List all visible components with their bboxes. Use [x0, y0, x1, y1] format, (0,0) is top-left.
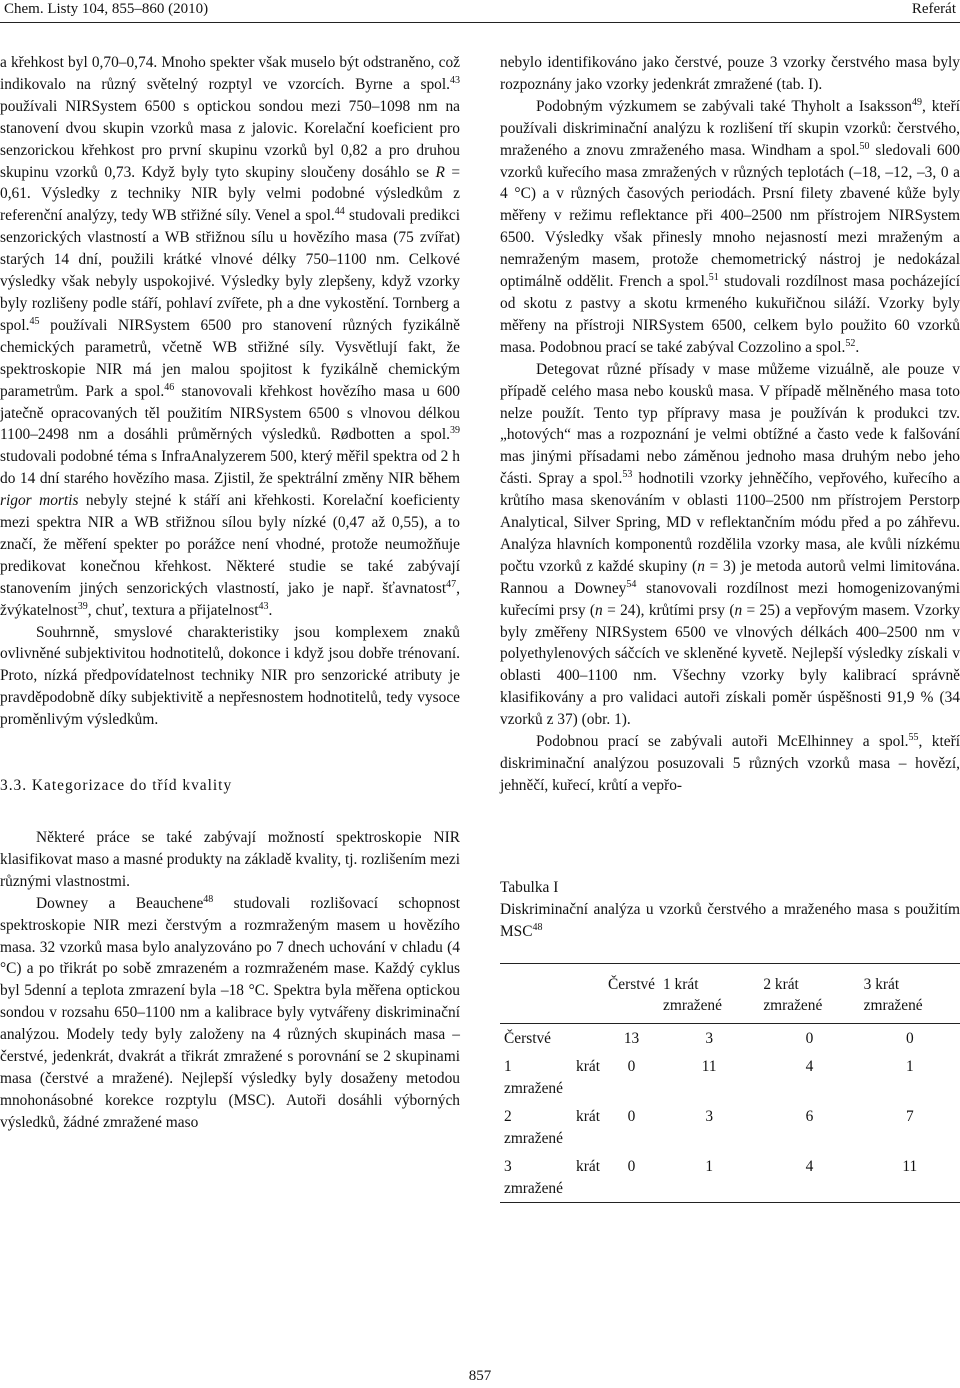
table-row	[500, 1152, 960, 1202]
reference-39b: 39	[77, 600, 88, 612]
table-header-cell	[500, 963, 604, 1024]
table-header-row	[500, 963, 960, 1024]
reference-47: 47	[446, 578, 457, 590]
table-cell: 4	[805, 1157, 814, 1175]
rigor-mortis-term: rigor mortis	[0, 492, 79, 510]
table-cell: 6	[805, 1108, 814, 1126]
table-cell: 0	[627, 1058, 636, 1076]
table-cell: 3	[705, 1030, 714, 1048]
reference-49: 49	[911, 96, 922, 108]
reference-43b: 43	[258, 600, 269, 612]
row-label: 3 krát zmražené	[504, 1157, 600, 1197]
table-caption	[500, 877, 960, 943]
table-cell: 0	[627, 1157, 636, 1175]
section-type: Referát	[911, 1, 956, 17]
row-label: Čerstvé	[504, 1030, 552, 1048]
reference-46: 46	[164, 381, 175, 393]
table-cell: 0	[905, 1030, 914, 1048]
table-cell: 1	[905, 1058, 914, 1076]
section-heading: 3.3. Kategorizace do tříd kvality	[0, 777, 233, 795]
right-column	[500, 52, 960, 1203]
paragraph: Některé práce se také zabývají možností spektroskopie NIR klasifikovat maso a masné produkty na základě kvality, tj. rozlišením mezi různými vlastnostmi.	[0, 829, 460, 890]
table-cell: 0	[805, 1030, 814, 1048]
reference-51: 51	[708, 272, 719, 284]
table-header-cell: 3 krát zmražené	[863, 975, 923, 1015]
r-symbol: R	[435, 163, 445, 181]
paragraph: Podobnou prací se zabývali autoři McElhinney a spol.$^{55}$, kteří diskriminační analýzou posuzovali 5 různých vzorků masa – hovězí, jehněčí, kuřecí, krůtí a vepřo-	[500, 732, 960, 794]
table-header-cell: 1 krát zmražené	[663, 975, 722, 1015]
reference-53: 53	[622, 469, 633, 481]
reference-52: 52	[845, 337, 856, 349]
row-label: 1 krát zmražené	[504, 1058, 600, 1098]
reference-50: 50	[859, 140, 870, 152]
table-row	[500, 1024, 960, 1052]
running-head	[0, 0, 960, 18]
reference-45: 45	[29, 315, 40, 327]
table-cell: 7	[905, 1108, 914, 1126]
reference-43: 43	[450, 74, 460, 86]
paragraph: Podobným výzkumem se zabývali také Thyholt a Isaksson$^{49}$, kteří používali diskriminační analýzu k rozlišení tří skupin vzorků: čerstvého, mraženého a znovu zmraženého masa. Windham a spol.$^{50}$ sledovali 600 vzorků kuřecího masa zmražených v různých teplotách (–18, –12, –3, 0 a 4 °C) a v různých časových periodách. Prsní filety zbavené kůže byly měřeny v režimu reflektance při 400–2500 nm přístrojem NIRSystem 6500. Výsledky však přinesly mnoho nejasností mezi mraženým a nemraženým masem, protože chemometrický nástroj je nedokázal optimálně oddělit. French a spol.$^{51}$ studovali rozdílnost masa pocházející od skotu z pastvy a skotu krmeného kukuřičnou siláží. Vzorky byly měřeny na přístroji NIRSystem 6500, celkem bylo použito 60 vzorků masa. Podobnou prací se také zabýval Cozzolino a spol.$^{52}$.	[500, 96, 960, 356]
classification-table	[500, 963, 960, 1203]
reference-55: 55	[908, 732, 919, 744]
left-column	[0, 52, 460, 1134]
reference-48: 48	[203, 893, 214, 905]
row-label: 2 krát zmražené	[504, 1108, 600, 1147]
table-cell: 13	[623, 1030, 640, 1048]
table-cell: 11	[701, 1058, 717, 1076]
journal-citation: Chem. Listy 104, 855–860 (2010)	[4, 1, 209, 17]
table-row	[500, 1052, 960, 1102]
table-cell: 11	[902, 1157, 918, 1175]
table-label: Tabulka I	[500, 878, 559, 896]
table-row	[500, 1102, 960, 1152]
page-number: 857	[468, 1368, 492, 1384]
table-cell: 0	[627, 1108, 636, 1126]
table-cell: 1	[705, 1157, 714, 1175]
table-header-cell: 2 krát zmražené	[763, 975, 823, 1015]
reference-48-table: 48	[532, 921, 543, 933]
paragraph: Downey a Beauchene$^{48}$ studovali rozlišovací schopnost spektroskopie NIR mezi čerstvým a rozmraženým masem u hovězího masa. 32 vzorků masa bylo analyzováno po 7 dnech uchování v chladu (4 °C) a po třikrát po sobě zmrazeném a rozmraženém mase. Každý cyklus byl 5denní a teplota zmrazení byla –18 °C. Spektra byla měřena optickou sondou v rozsahu 650–1100 nm a kalibrace byly vytvářeny diskriminační analýzou. Modely tedy byly založeny na 4 různých skupinách masa – čerstvé, jedenkrát, dvakrát a třikrát zmražené s porovnání se 2 skupinami masa (čerstvé a mražené). Nejlepší výsledky byly dosaženy metodou mnohonásobné korekce rozptylu (MSC). Autoři dosáhli výborných výsledků, žádné zmražené maso	[0, 893, 460, 1131]
reference-39: 39	[450, 425, 460, 437]
reference-44: 44	[334, 206, 345, 218]
header-rule	[0, 22, 960, 23]
table-cell: 4	[805, 1058, 814, 1076]
table-title: Diskriminační analýza u vzorků čerstvého a mraženého masa s použitím MSC$^{48}$	[500, 900, 960, 940]
table-header-cell: Čerstvé	[608, 975, 656, 993]
table-cell: 3	[705, 1108, 714, 1126]
reference-54: 54	[626, 578, 637, 590]
paragraph: Detegovat různé přísady v mase můžeme vizuálně, ale pouze v případě celého masa nebo kousků masa. V případě mělněného masa toto nelze použít. Tento typ přípravy masa je používán k produkci tzv. „hotových“ mas a rozpoznání je velmi obtížné a často vede k falšování mas jinými přísadami nebo záměnou jednoho masa druhým nebo jeho části. Spray a spol.$^{53}$ hodnotili vzorky jehněčího, vepřového, kuřecího a krůtího masa skenováním v oblasti 1100–2500 nm přístrojem Perstorp Analytical, Silver Spring, MD v reflektančním módu před a po záhřevu. Analýza hlavních komponentů rozdělila vzorky masa, ale kvůli nízkému počtu vzorků z každé skupiny (n = 3) je metoda autorů velmi limitována. Rannou a Downey$^{54}$ stanovovali rozdílnost mezi homogenizovanými kuřecími prsy (n = 24), krůtími prsy (n = 25) a vepřovým masem. Vzorky byly změřeny NIRSystem 6500 ve vlnových délkách 400–2500 nm v polyethylenových sáčcích ve skleněné kyvetě. Nejlepší výsledky získali v oblasti 400–1100 nm. Všechny vzorky byly kalibrací správně klasifikovány a pro validaci autoři získali poměr úspěšnosti 91,9 % (34 vzorků z 37) (obr. 1).	[500, 360, 960, 729]
paragraph: a křehkost byl 0,70–0,74. Mnoho spekter však muselo být odstraněno, což indikovalo na různý světelný rozptyl ve vzorcích. Byrne a spol.$^{43}$ používali NIRSystem 6500 s optickou sondou mezi 750–1098 nm na stanovení dvou skupin vzorků masa z jalovic. Korelační koeficient pro senzorickou křehkost pro první skupinu vzorků byl 0,82 a pro druhou skupinu vzorků 0,73. Když byly tyto skupiny sloučeny dosáhlo se R = 0,61. Výsledky z techniky NIR byly velmi podobné výsledkům z referenční analýzy, tedy WB střižné síly. Venel a spol.$^{44}$ studovali predikci senzorických vlastností a WB střižnou sílu u hovězího masa (75 zvířat) starých 14 dní, použili krátké vlnové délky 750–1100 nm. Celkové výsledky však nebyly uspokojivé. Výsledky byly zlepšeny, když vzorky byly rozlišeny podle stáří, pohlaví zvířete, ph a dne vykostění. Tornberg a spol.$^{45}$ používali NIRSystem 6500 pro stanovení různých fyzikálně chemických parametrů, včetně WB střižné síly. Vysvětlují fakt, že spektroskopie NIR má jen malou spojitost k fyzikálně chemickým parametrům. Park a spol.$^{46}$ stanovovali křehkost hovězího masa u 600 jatečně opracovaných těl použitím NIRSystem 6500 s vlnovou délkou 1100–2498 nm a dosáhli průměrných výsledků. Rødbotten a spol.$^{39}$ studovali podobné téma s InfraAnalyzerem 500, který měřil spektra od 2 h do 14 dní starého hovězího masa. Zjistil, že spektrální změny NIR během rigor mortis nebyly stejné k stáří ani křehkosti. Korelační koeficienty mezi spektra NIR a WB střižnou sílou byly nízké (0,47 až 0,55), a to značí, že měření spekter po porážce není vhodné, protože neumožňuje predikovat konečnou křehkost. Některé studie se také zabývají stanovením jiných senzorických vlastností, jako je např. šťavnatost$^{47}$, žvýkatelnost$^{39}$, chuť, textura a přijatelnost$^{43}$.	[0, 54, 460, 619]
paragraph: nebylo identifikováno jako čerstvé, pouze 3 vzorky čerstvého masa byly rozpoznány jako vzorky jedenkrát zmražené (tab. I).	[500, 54, 960, 93]
paragraph-summary: Souhrnně, smyslové charakteristiky jsou komplexem znaků ovlivněné subjektivitou hodnotitelů, dokonce i když jsou dobře trénovaní. Proto, nízká předpovídatelnost techniky NIR pro senzorické atributy je pravděpodobně díky subjektivitě a nepřesnostem hodnotitelů, tedy vysoce proměnlivým výsledkům.	[0, 623, 460, 729]
